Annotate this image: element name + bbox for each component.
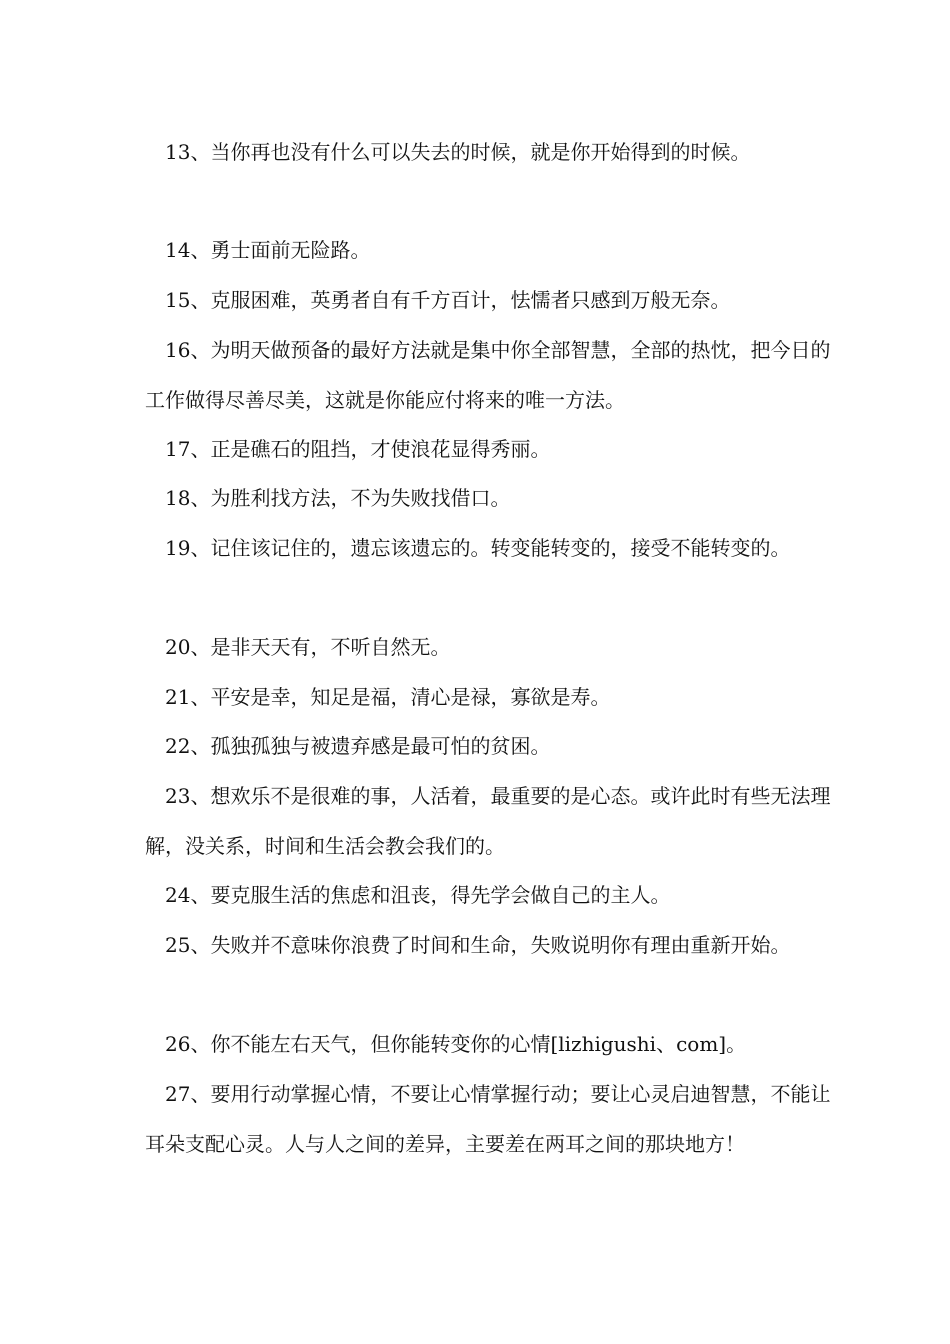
paragraph-27: 27、要用行动掌握心情，不要让心情掌握行动；要让心灵启迪智慧，不能让耳朵支配心灵。人与人之间的差异，主要差在两耳之间的那块地方！	[145, 1082, 831, 1156]
paragraph-16: 16、为明天做预备的最好方法就是集中你全部智慧，全部的热忱，把今日的工作做得尽善尽美，这就是你能应付将来的唯一方法。	[145, 338, 831, 412]
paragraph-23: 23、想欢乐不是很难的事，人活着，最重要的是心态。或许此时有些无法理解，没关系，时间和生活会教会我们的。	[145, 784, 831, 858]
paragraph-13: 13、当你再也没有什么可以失去的时候，就是你开始得到的时候。	[165, 140, 751, 164]
paragraph-24: 24、要克服生活的焦虑和沮丧，得先学会做自己的主人。	[165, 883, 671, 907]
paragraph-18: 18、为胜利找方法，不为失败找借口。	[165, 486, 511, 510]
paragraph-14: 14、勇士面前无险路。	[165, 238, 371, 262]
paragraph-20: 20、是非天天有，不听自然无。	[165, 635, 451, 659]
paragraph-15: 15、克服困难，英勇者自有千方百计，怯懦者只感到万般无奈。	[165, 288, 731, 312]
paragraph-19: 19、记住该记住的，遗忘该遗忘的。转变能转变的，接受不能转变的。	[165, 536, 791, 560]
paragraph-26: 26、你不能左右天气，但你能转变你的心情[lizhigushi、com]。	[165, 1032, 747, 1056]
paragraph-21: 21、平安是幸，知足是福，清心是禄，寡欲是寿。	[165, 685, 611, 709]
paragraph-17: 17、正是礁石的阻挡，才使浪花显得秀丽。	[165, 437, 551, 461]
paragraph-22: 22、孤独孤独与被遗弃感是最可怕的贫困。	[165, 734, 551, 758]
paragraph-25: 25、失败并不意味你浪费了时间和生命，失败说明你有理由重新开始。	[165, 933, 791, 957]
